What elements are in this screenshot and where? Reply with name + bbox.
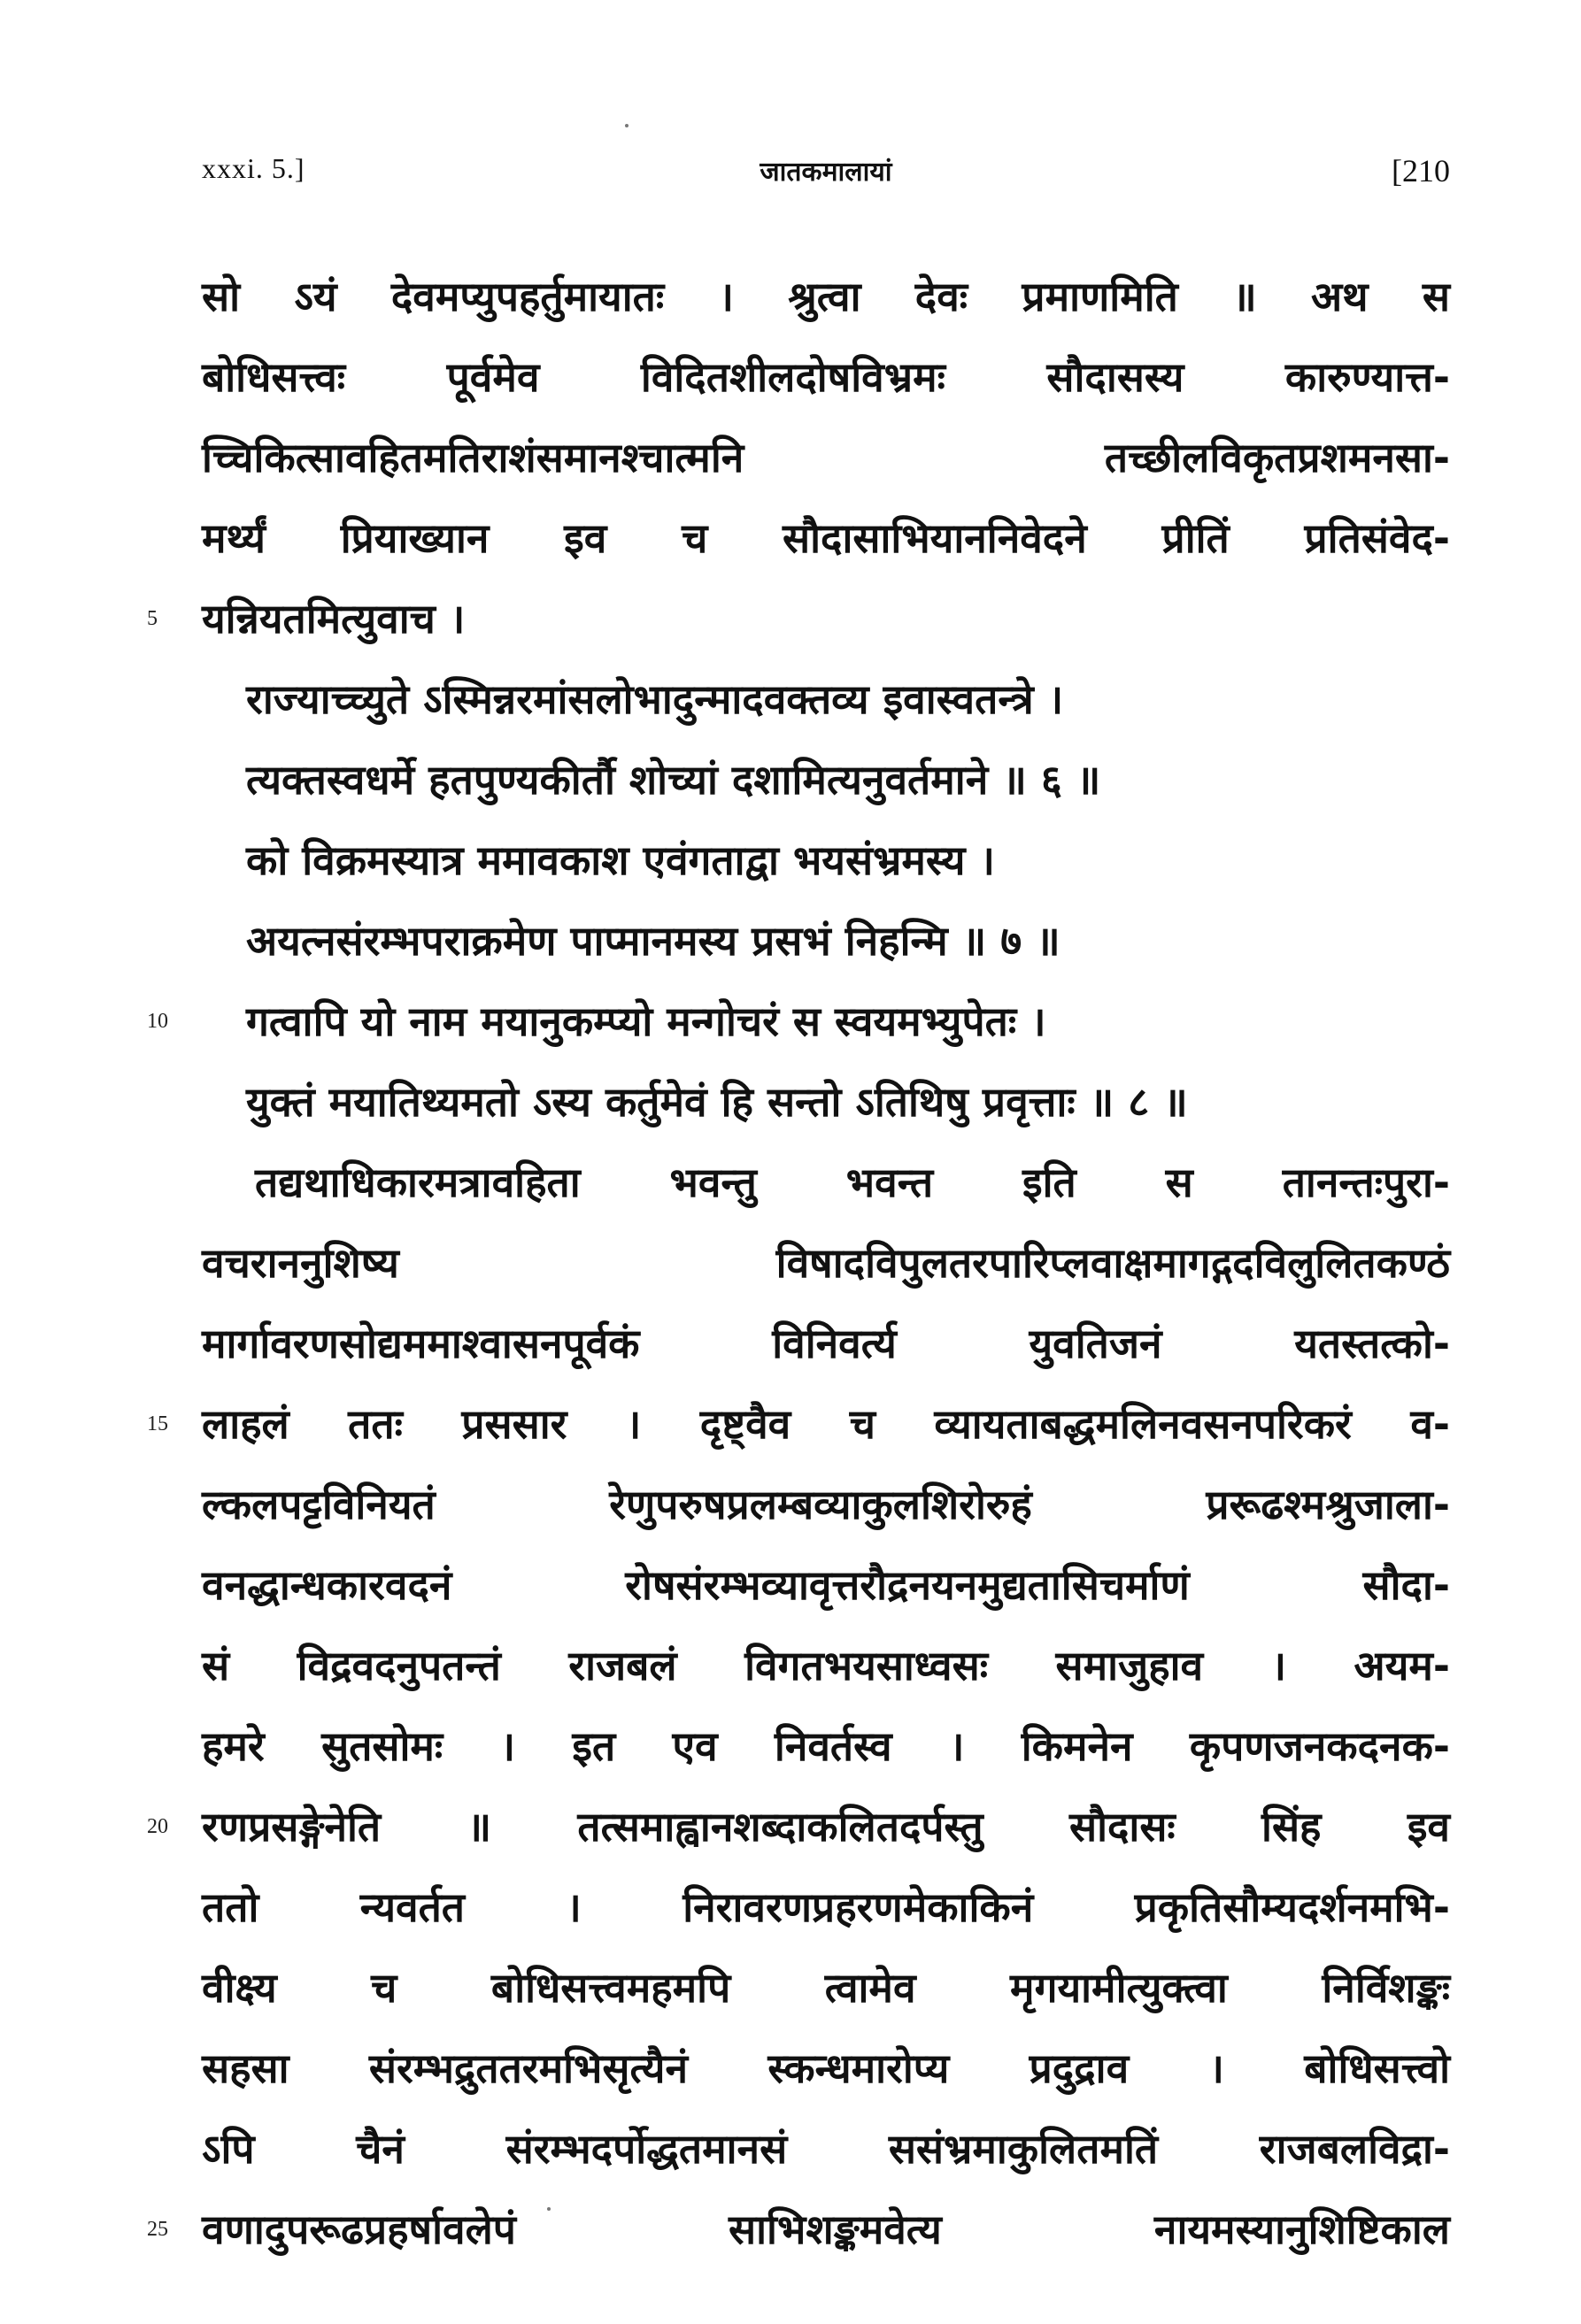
prose-line: वचराननुशिष्य विषादविपुलतरपारिप्लवाक्षमागद्गदविलुलितकण्ठं xyxy=(202,1239,1450,1287)
running-title: जातकमालायां xyxy=(760,157,892,188)
prose-line: सहसा संरम्भद्रुततरमभिसृत्यैनं स्कन्धमारोप्य प्रदुद्राव । बोधिसत्त्वो xyxy=(202,2044,1450,2092)
prose-line: च्चिकित्सावहितमतिराशंसमानश्चात्मनि तच्छीलविकृतप्रशमनसा- xyxy=(202,434,1450,481)
line-number: 5 xyxy=(147,607,158,630)
prose-line-wrapper xyxy=(147,1384,1450,1465)
prose-line: रणप्रसङ्गेनेति ॥ तत्समाह्वानशब्दाकलितदर्पस्तु सौदासः सिंह इव xyxy=(202,1803,1450,1851)
prose-line: तद्यथाधिकारमत्रावहिता भवन्तु भवन्त इति स तानन्तःपुरा- xyxy=(255,1158,1450,1206)
prose-line: मार्गावरणसोद्यममाश्वासनपूर्वकं विनिवर्त्य युवतिजनं यतस्तत्को- xyxy=(202,1320,1450,1367)
verse-line: राज्याच्च्युते ऽस्मिन्नरमांसलोभादुन्मादवक्तव्य इवास्वतन्त्रे । xyxy=(246,675,1064,723)
running-header xyxy=(202,152,1450,205)
page-number: [210 xyxy=(1392,153,1450,189)
prose-line-wrapper xyxy=(147,2189,1450,2270)
prose-line: लाहलं ततः प्रससार । दृष्ट्वैव च व्यायताबद्धमलिनवसनपरिकरं व- xyxy=(202,1400,1450,1448)
line-number: 25 xyxy=(147,2218,168,2241)
prose-line: वीक्ष्य च बोधिसत्त्वमहमपि त्वामेव मृगयामीत्युक्त्वा निर्विशङ्कः xyxy=(202,1964,1450,2012)
verse-line-wrapper xyxy=(147,981,1450,1062)
verse-line: त्यक्तस्वधर्मे हतपुण्यकीर्तौ शोच्यां दशामित्यनुवर्तमाने ॥ ६ ॥ xyxy=(246,756,1101,804)
verse-line: युक्तं मयातिथ्यमतो ऽस्य कर्तुमेवं हि सन्तो ऽतिथिषु प्रवृत्ताः ॥ ८ ॥ xyxy=(246,1078,1188,1126)
verse-line: को विक्रमस्यात्र ममावकाश एवंगताद्वा भयसंभ्रमस्य । xyxy=(246,836,995,884)
sanskrit-text-body xyxy=(147,257,1450,2270)
prose-line: सो ऽयं देवमप्युपहर्तुमायातः । श्रुत्वा देवः प्रमाणमिति ॥ अथ स xyxy=(202,273,1450,320)
line-number: 10 xyxy=(147,1010,168,1033)
prose-line: ल्कलपट्टविनियतं रेणुपरुषप्रलम्बव्याकुलशिरोरुहं प्ररूढश्मश्रुजाला- xyxy=(202,1481,1450,1528)
verse-line: गत्वापि यो नाम मयानुकम्प्यो मन्गोचरं स स्वयमभ्युपेतः । xyxy=(246,997,1046,1045)
prose-line: हमरे सुतसोमः । इत एव निवर्तस्व । किमनेन कृपणजनकदनक- xyxy=(202,1722,1450,1770)
prose-line: ततो न्यवर्तत । निरावरणप्रहरणमेकाकिनं प्रकृतिसौम्यदर्शनमभि- xyxy=(202,1883,1450,1931)
line-number: 20 xyxy=(147,1815,168,1838)
prose-line-wrapper xyxy=(147,1787,1450,1867)
prose-line: सं विद्रवदनुपतन्तं राजबलं विगतभयसाध्वसः समाजुहाव । अयम- xyxy=(202,1642,1450,1689)
prose-line: यन्नियतमित्युवाच । xyxy=(202,595,466,643)
scan-mark xyxy=(625,124,629,127)
prose-line: मर्थ्यं प्रियाख्यान इव च सौदासाभियाननिवेदने प्रीतिं प्रतिसंवेद- xyxy=(202,514,1450,562)
section-reference: xxxi. 5.] xyxy=(202,152,305,184)
prose-line: वनद्धान्धकारवदनं रोषसंरम्भव्यावृत्तरौद्रनयनमुद्यतासिचर्माणं सौदा- xyxy=(202,1561,1450,1609)
verse-line: अयत्नसंरम्भपराक्रमेण पाप्मानमस्य प्रसभं निहन्मि ॥ ७ ॥ xyxy=(246,917,1060,965)
prose-line: बोधिसत्त्वः पूर्वमेव विदितशीलदोषविभ्रमः सौदासस्य कारुण्यात्त- xyxy=(202,353,1450,401)
line-number: 15 xyxy=(147,1412,168,1435)
prose-line: वणादुपरूढप्रहर्षावलेपं साभिशङ्कमवेत्य नायमस्यानुशिष्टिकाल xyxy=(202,2205,1450,2253)
prose-line-wrapper xyxy=(147,579,1450,659)
prose-line: ऽपि चैनं संरम्भदर्पोद्धतमानसं ससंभ्रमाकुलितमतिं राजबलविद्रा- xyxy=(202,2125,1450,2173)
